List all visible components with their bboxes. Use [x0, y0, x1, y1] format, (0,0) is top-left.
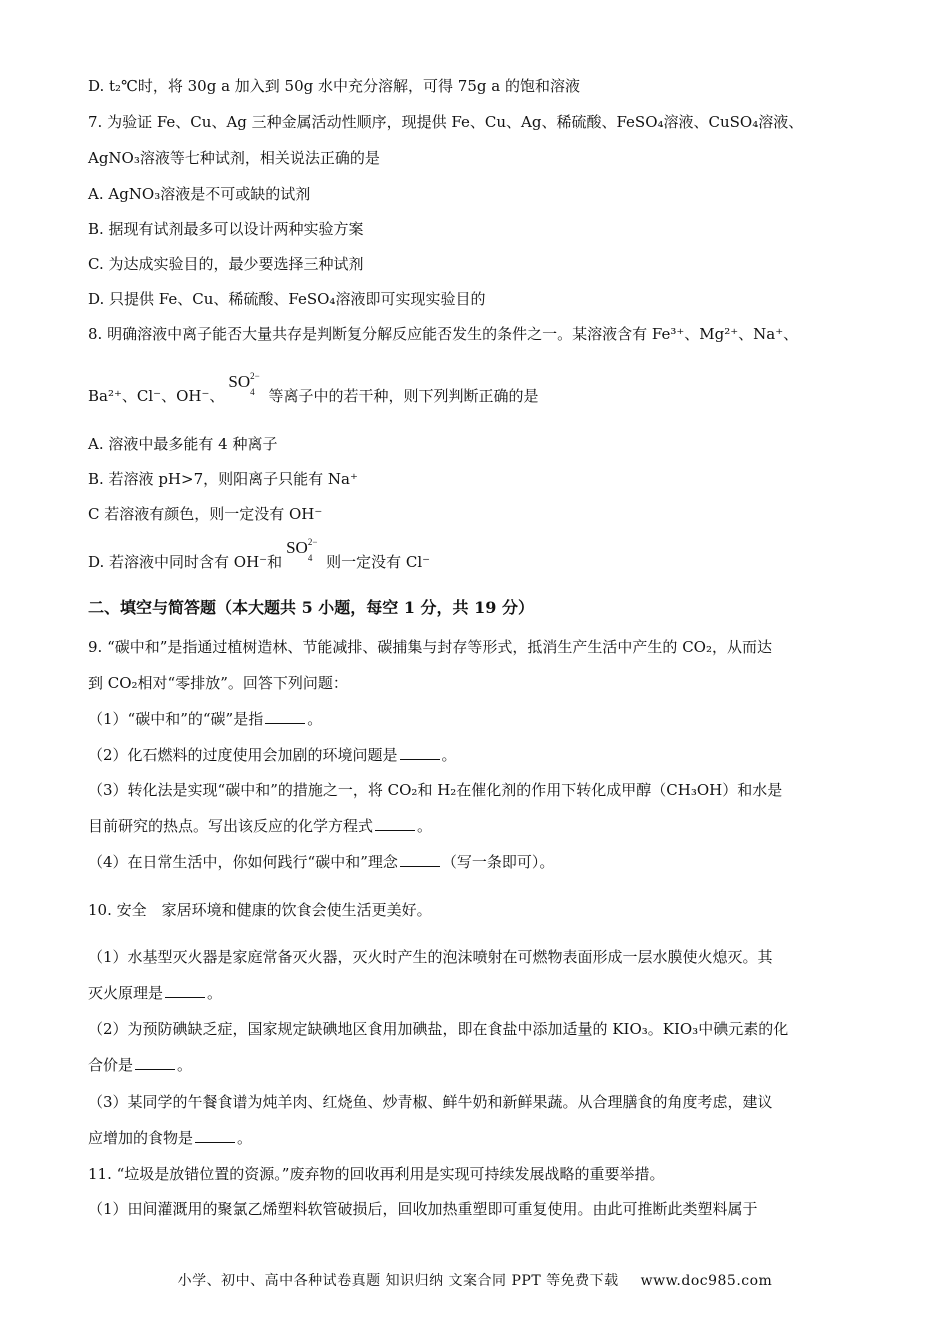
- q8d-text-b: 则一定没有 Cl⁻: [326, 553, 431, 571]
- sulfate-ion: SO 2− 4: [228, 371, 260, 397]
- q9-part3-line2: 目前研究的热点。写出该反应的化学方程式 。: [88, 817, 433, 835]
- page-footer: [0, 1270, 950, 1290]
- q10-part2-line2: 合价是 。: [88, 1056, 193, 1074]
- q8-option-b: B. 若溶液 pH>7，则阳离子只能有 Na⁺: [88, 470, 358, 488]
- q8-stem-line1: 8. 明确溶液中离子能否大量共存是判断复分解反应能否发生的条件之一。某溶液含有 Fe³⁺、Mg²⁺、Na⁺、: [88, 325, 799, 343]
- answer-blank[interactable]: [135, 1055, 175, 1070]
- q9-stem-line2: 到 CO₂相对“零排放”。回答下列问题：: [88, 674, 348, 692]
- q9-stem-line1: 9. “碳中和”是指通过植树造林、节能减排、碳捕集与封存等形式，抵消生产生活中产生的 CO₂，从而达: [88, 638, 772, 656]
- q7-option-c: C. 为达成实验目的，最少要选择三种试剂: [88, 255, 364, 273]
- q8d-text-a: D. 若溶液中同时含有 OH⁻和: [88, 553, 283, 571]
- q9-part3-line1: （3）转化法是实现“碳中和”的措施之一，将 CO₂和 H₂在催化剂的作用下转化成甲醇（CH₃OH）和水是: [88, 781, 783, 799]
- q7-option-b: B. 据现有试剂最多可以设计两种实验方案: [88, 220, 364, 238]
- q8-ion-list: Ba²⁺、Cl⁻、OH⁻、: [88, 387, 225, 405]
- q8-option-d: [88, 537, 862, 573]
- answer-blank[interactable]: [400, 745, 440, 760]
- footer-text: 小学、初中、高中各种试卷真题 知识归纳 文案合同 PPT 等免费下载: [177, 1273, 619, 1289]
- q9-part2: （2）化石燃料的过度使用会加剧的环境问题是 。: [88, 746, 457, 764]
- answer-blank[interactable]: [265, 709, 305, 724]
- answer-blank[interactable]: [165, 983, 205, 998]
- q11-part1: （1）田间灌溉用的聚氯乙烯塑料软管破损后，回收加热重塑即可重复使用。由此可推断此类塑料属于: [88, 1200, 758, 1218]
- q9-part4: （4）在日常生活中，你如何践行“碳中和”理念 （写一条即可）。: [88, 853, 555, 871]
- answer-blank[interactable]: [195, 1128, 235, 1143]
- footer-link[interactable]: www.doc985.com: [640, 1273, 773, 1289]
- q6-option-d: D. t₂℃时，将 30g a 加入到 50g 水中充分溶解，可得 75g a 的饱和溶液: [88, 77, 580, 95]
- sulfate-ion: SO 2− 4: [286, 537, 318, 563]
- q9-part1: （1）“碳中和”的“碳”是指 。: [88, 710, 323, 728]
- q10-part3-line2: 应增加的食物是 。: [88, 1129, 253, 1147]
- q7-option-a: A. AgNO₃溶液是不可或缺的试剂: [88, 185, 311, 203]
- q10-part3-line1: （3）某同学的午餐食谱为炖羊肉、红烧鱼、炒青椒、鲜牛奶和新鲜果蔬。从合理膳食的角度考虑，建议: [88, 1093, 773, 1111]
- answer-blank[interactable]: [400, 852, 440, 867]
- q10-part1-line1: （1）水基型灭火器是家庭常备灭火器，灭火时产生的泡沫喷射在可燃物表面形成一层水膜使火熄灭。其: [88, 948, 773, 966]
- q7-option-d: D. 只提供 Fe、Cu、稀硫酸、FeSO₄溶液即可实现实验目的: [88, 290, 486, 308]
- q10-part1-line2: 灭火原理是 。: [88, 984, 223, 1002]
- q11-stem: 11. “垃圾是放错位置的资源。”废弃物的回收再利用是实现可持续发展战略的重要举措。: [88, 1165, 665, 1183]
- answer-blank[interactable]: [375, 816, 415, 831]
- section-heading: 二、填空与简答题（本大题共 5 小题，每空 1 分，共 19 分）: [88, 598, 534, 617]
- q8-option-a: A. 溶液中最多能有 4 种离子: [88, 435, 278, 453]
- q7-stem-line1: 7. 为验证 Fe、Cu、Ag 三种金属活动性顺序，现提供 Fe、Cu、Ag、稀硫酸、FeSO₄溶液、CuSO₄溶液、: [88, 113, 804, 131]
- q8-option-c: C 若溶液有颜色，则一定没有 OH⁻: [88, 505, 323, 523]
- q10-part2-line1: （2）为预防碘缺乏症，国家规定缺碘地区食用加碘盐，即在食盐中添加适量的 KIO₃。KIO₃中碘元素的化: [88, 1020, 789, 1038]
- q8-stem-tail: 等离子中的若干种，则下列判断正确的是: [268, 387, 539, 405]
- q7-stem-line2: AgNO₃溶液等七种试剂，相关说法正确的是: [88, 149, 380, 167]
- q8-stem-line2: [88, 371, 862, 407]
- q10-stem: 10. 安全 家居环境和健康的饮食会使生活更美好。: [88, 901, 432, 919]
